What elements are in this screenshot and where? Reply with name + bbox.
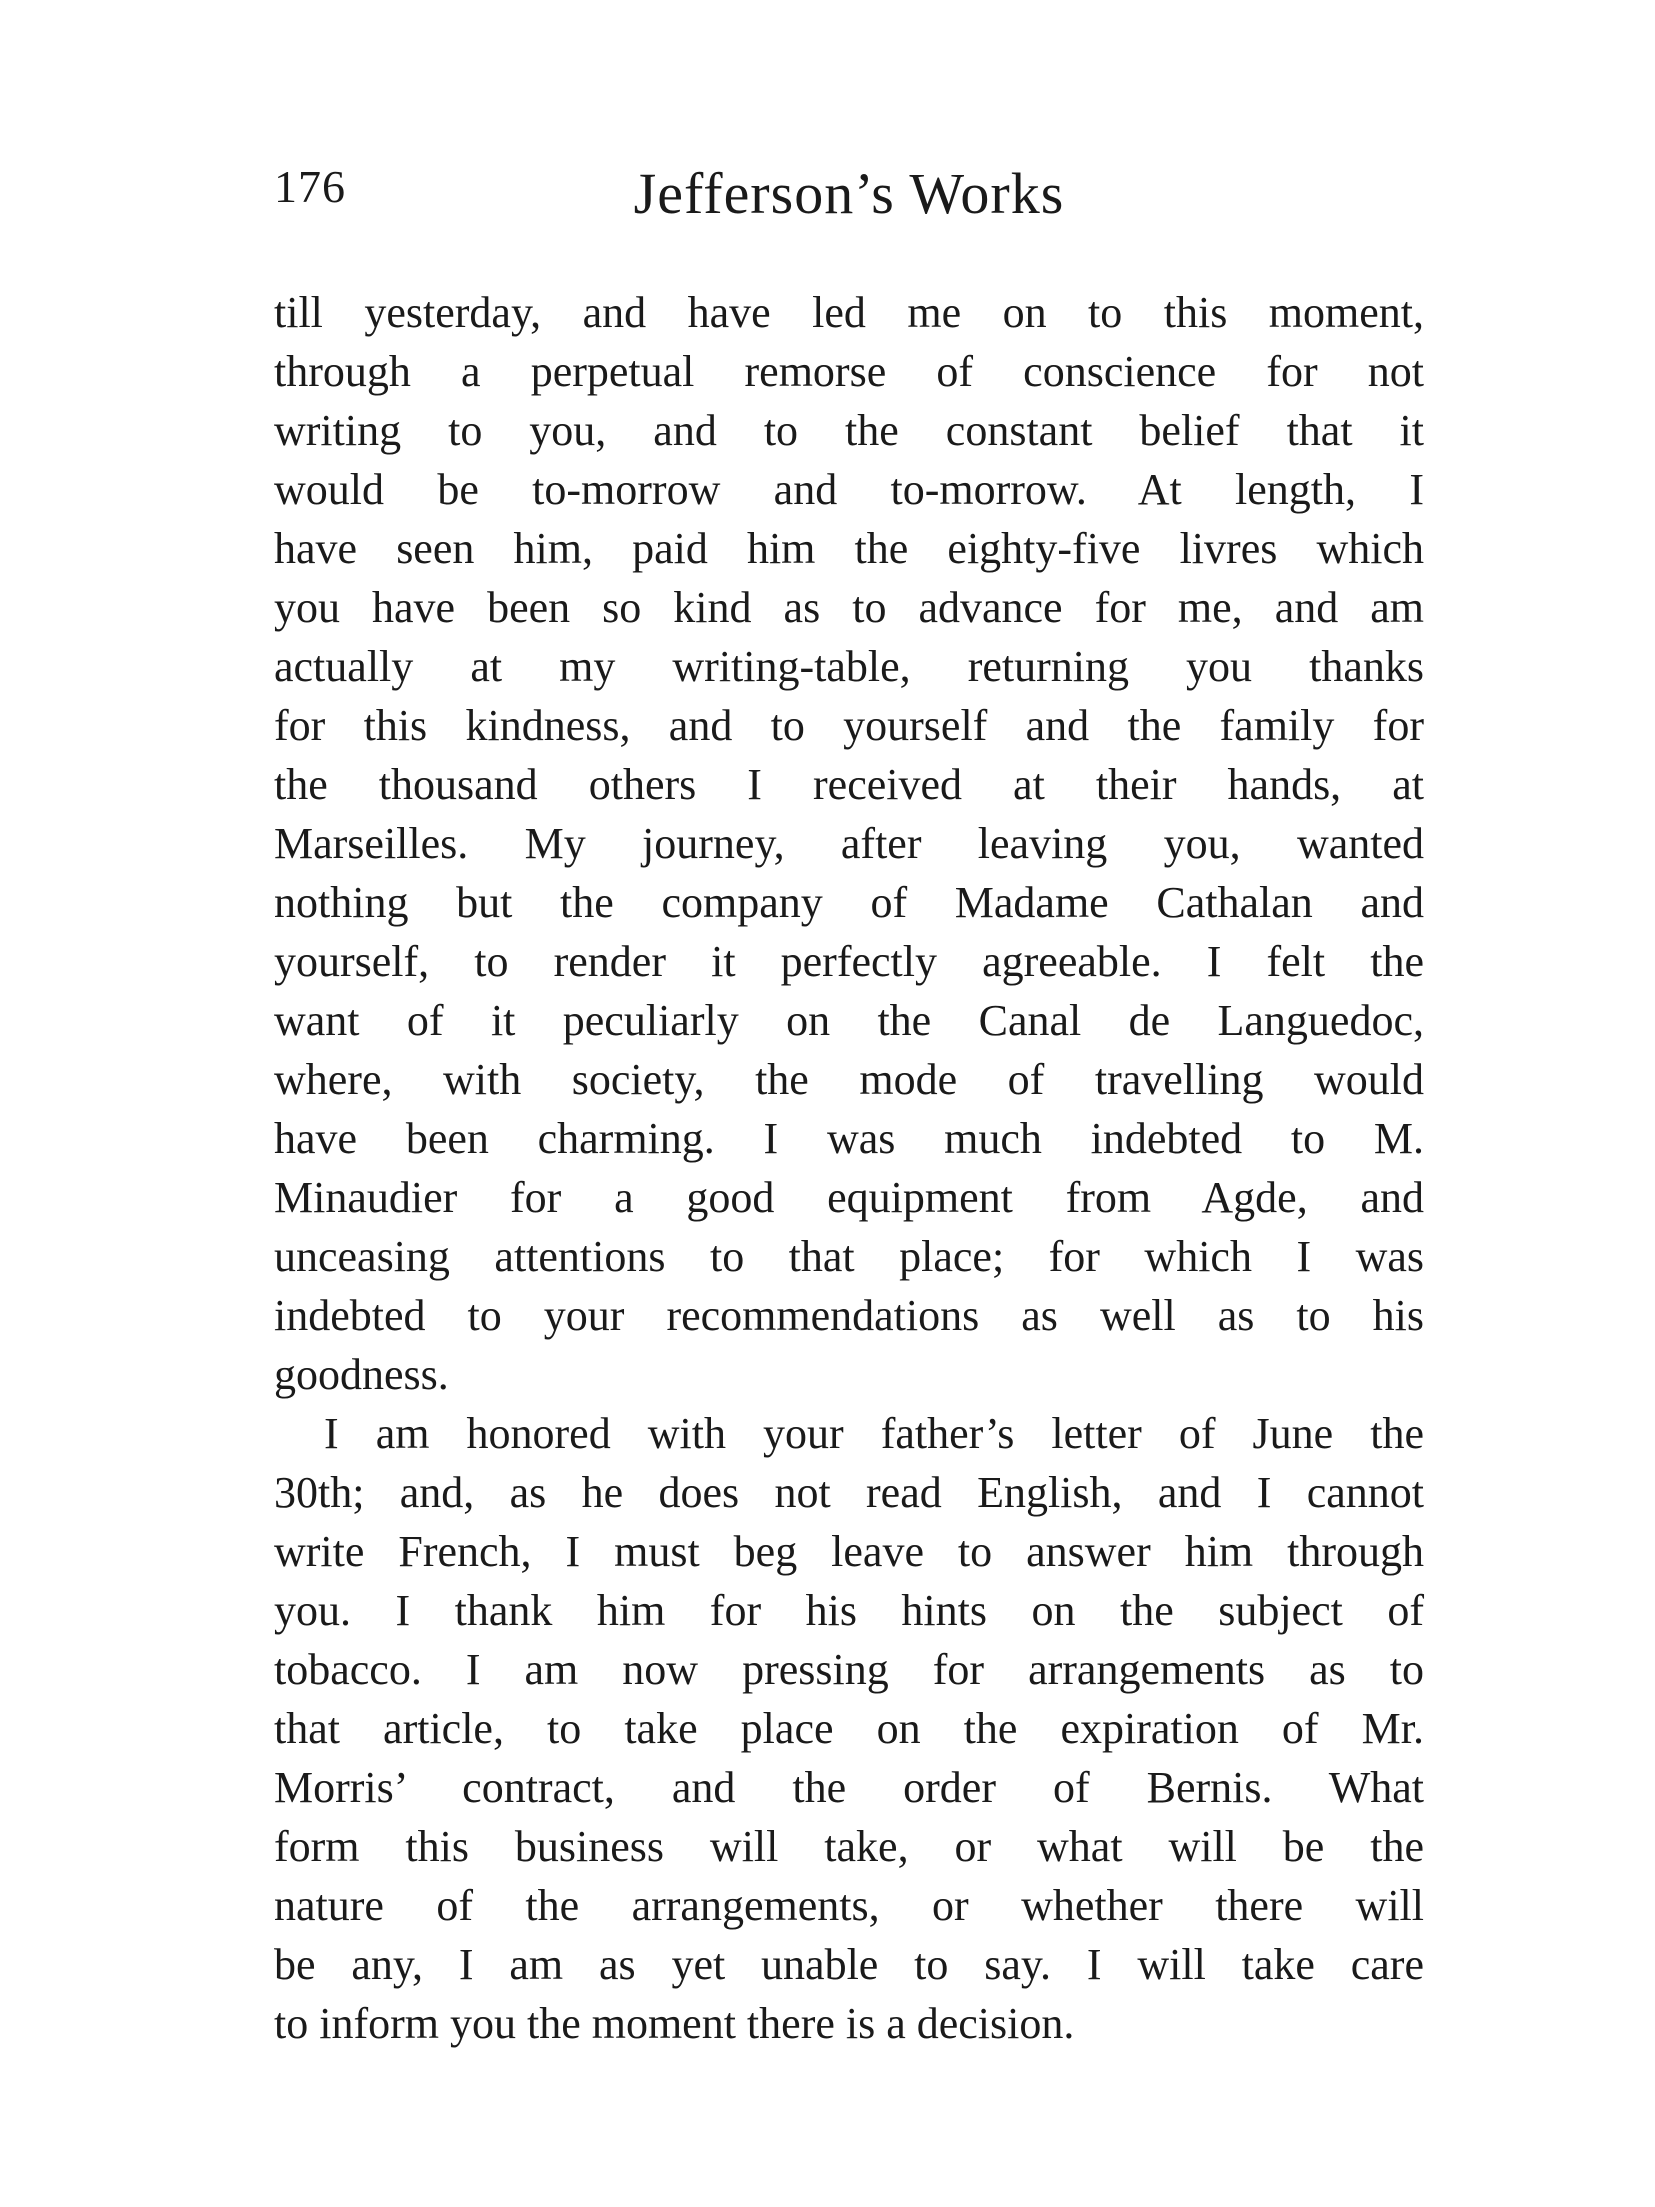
text-line: writing to you, and to the constant belief that it xyxy=(274,406,1424,455)
text-line: till yesterday, and have led me on to this moment, xyxy=(274,288,1424,337)
body-text xyxy=(274,283,1424,2053)
text-line: goodness. xyxy=(274,1350,449,1399)
text-line: actually at my writing-table, returning you thanks xyxy=(274,642,1424,691)
text-line: for this kindness, and to yourself and the family for xyxy=(274,701,1424,750)
text-line: form this business will take, or what will be the xyxy=(274,1822,1424,1871)
text-line: yourself, to render it perfectly agreeable. I felt the xyxy=(274,937,1424,986)
page-header xyxy=(274,160,1424,240)
text-line: you. I thank him for his hints on the subject of xyxy=(274,1586,1424,1635)
text-line: Morris’ contract, and the order of Bernis. What xyxy=(274,1763,1424,1812)
text-line: Minaudier for a good equipment from Agde, and xyxy=(274,1173,1424,1222)
text-line: Marseilles. My journey, after leaving you, wanted xyxy=(274,819,1424,868)
text-line: be any, I am as yet unable to say. I will take care xyxy=(274,1940,1424,1989)
text-line: to inform you the moment there is a decision. xyxy=(274,1999,1075,2048)
paragraph-1 xyxy=(274,283,1424,1404)
text-line: that article, to take place on the expiration of Mr. xyxy=(274,1704,1424,1753)
text-line: you have been so kind as to advance for me, and am xyxy=(274,583,1424,632)
running-title: Jefferson’s Works xyxy=(633,161,1065,226)
text-line: would be to-morrow and to-morrow. At length, I xyxy=(274,465,1424,514)
text-line: have seen him, paid him the eighty-five livres which xyxy=(274,524,1424,573)
text-line: I am honored with your father’s letter of June the xyxy=(324,1409,1424,1458)
paragraph-2 xyxy=(274,1404,1424,2053)
page-number: 176 xyxy=(274,161,346,212)
text-line: want of it peculiarly on the Canal de Languedoc, xyxy=(274,996,1424,1045)
text-line: have been charming. I was much indebted to M. xyxy=(274,1114,1424,1163)
text-line: 30th; and, as he does not read English, and I cannot xyxy=(274,1468,1424,1517)
text-line: indebted to your recommendations as well as to his xyxy=(274,1291,1424,1340)
text-line: tobacco. I am now pressing for arrangements as to xyxy=(274,1645,1424,1694)
text-line: through a perpetual remorse of conscience for not xyxy=(274,347,1424,396)
text-line: nothing but the company of Madame Cathalan and xyxy=(274,878,1424,927)
text-line: write French, I must beg leave to answer him through xyxy=(274,1527,1424,1576)
text-line: the thousand others I received at their hands, at xyxy=(274,760,1424,809)
text-line: where, with society, the mode of travelling would xyxy=(274,1055,1424,1104)
text-line: unceasing attentions to that place; for which I was xyxy=(274,1232,1424,1281)
text-line: nature of the arrangements, or whether there will xyxy=(274,1881,1424,1930)
